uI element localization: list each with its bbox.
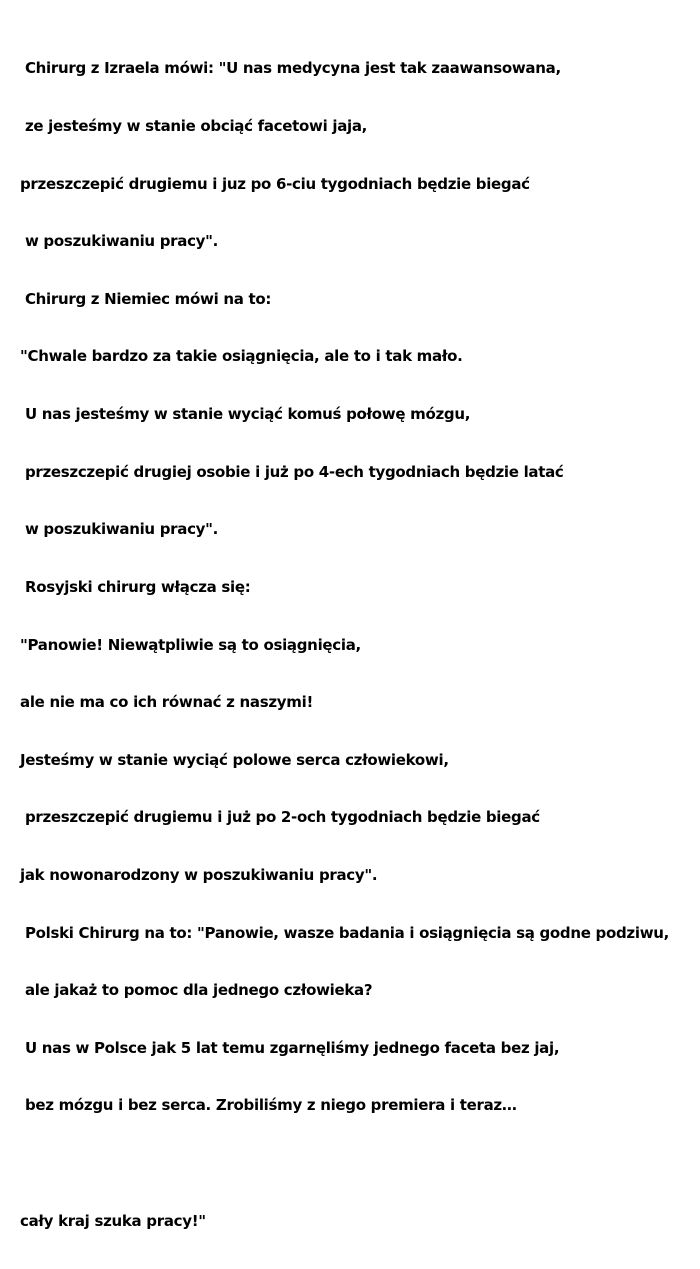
text-line: "Chwale bardzo za takie osiągnięcia, ale to i tak mało. — [20, 347, 463, 366]
text-line: Polski Chirurg na to: "Panowie, wasze badania i osiągnięcia są godne podziwu, — [20, 923, 670, 942]
text-line: "Panowie! Niewątpliwie są to osiągnięcia, — [20, 635, 361, 654]
text-line: przeszczepić drugiemu i juz po 6-ciu tygodniach będzie biegać — [20, 174, 530, 193]
text-line: bez mózgu i bez serca. Zrobiliśmy z niego premiera i teraz… — [20, 1096, 517, 1115]
joke-text-block — [20, 21, 690, 1269]
text-line: w poszukiwaniu pracy". — [20, 232, 219, 251]
text-line: ale nie ma co ich równać z naszymi! — [20, 693, 313, 712]
text-line: U nas w Polsce jak 5 lat temu zgarnęliśmy jednego faceta bez jaj, — [20, 1038, 560, 1057]
text-line: Chirurg z Izraela mówi: "U nas medycyna jest tak zaawansowana, — [20, 59, 561, 78]
text-line: Rosyjski chirurg włącza się: — [20, 577, 251, 596]
text-line: ze jesteśmy w stanie obciąć facetowi jaja, — [20, 117, 368, 136]
text-line: Chirurg z Niemiec mówi na to: — [20, 289, 272, 308]
text-line: Jesteśmy w stanie wyciąć polowe serca człowiekowi, — [20, 750, 449, 769]
text-line: ale jakaż to pomoc dla jednego człowieka? — [20, 981, 373, 1000]
text-line: przeszczepić drugiemu i już po 2-och tygodniach będzie biegać — [20, 808, 540, 827]
text-line: przeszczepić drugiej osobie i już po 4-ech tygodniach będzie latać — [20, 462, 564, 481]
text-line: U nas jesteśmy w stanie wyciąć komuś połowę mózgu, — [20, 405, 471, 424]
blank-line — [20, 1154, 690, 1173]
text-line: jak nowonarodzony w poszukiwaniu pracy". — [20, 865, 378, 884]
text-line: w poszukiwaniu pracy". — [20, 520, 219, 539]
text-line-punchline: cały kraj szuka pracy!" — [20, 1211, 206, 1230]
